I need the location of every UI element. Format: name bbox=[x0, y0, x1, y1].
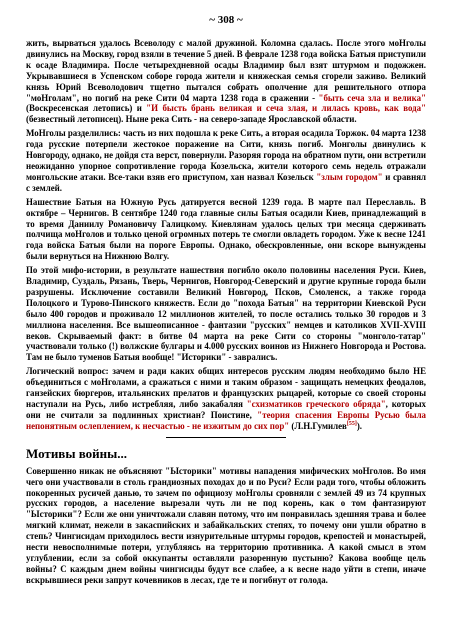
paragraph-motives: Совершенно никак не объясняют "Ысторики" мотивы нападения мифических моНголов. Во имя чего они участвовали в столь грандиозных походах до и по Руси? Если ради того, чтобы обложить покоренных русичей данью, то зачем по официозу моНголы сровняли с землей 49 из 74 крупных русских городов, а население вырезали чуть ли не под корень, как о том фантазируют "Ысторики"? Если же они уничтожали славян потому, что им понравилась здешняя трава и более мягкий климат, нежели в закаспийских и забайкальских степях, то почему они ушли обратно в степь? Чингисидам приходилось вести изнурительные штурмы городов, крепостей и монастырей, нести невосполнимые потери, углубляясь на территорию противника. А какой смысл в этом углублении, если за собой оккупанты оставляли разоренную пустыню? Какова вообще цель войны? С каждым днем войны чингисиды будут все слабее, а к весне надо уйти в степи, иначе вскрывшиеся реки запрут кочевников в лесах, где те и погибнут от голода. bbox=[26, 465, 426, 585]
quote-highlight: "злым городом" bbox=[316, 171, 383, 182]
body-text bbox=[26, 38, 426, 432]
paragraph bbox=[26, 128, 426, 193]
text-run: (безвестный летописец). Ныне река Сить - на северо-западе Ярославской области. bbox=[26, 114, 357, 125]
page-number: ~ 308 ~ bbox=[209, 14, 243, 26]
text-run: Логический вопрос: зачем и ради каких общих интересов русским людям необходимо было НЕ объединиться с моНголами, а сражаться с ними и таким образом - защищать немецких феодалов, ганзейских бюргеров, итальянских прелатов и французских рыцарей, которые со своей стороны наступали на Русь, либо истребляя, либо закабаляя bbox=[26, 366, 426, 409]
quote-highlight: [55] bbox=[346, 420, 357, 427]
text-run: МоНголы разделились: часть из них подошла к реке Сить, а вторая осадила Торжок. 04 марта 1238 года русские потерпели жестокое поражение на Сити, князь погиб. Монголы двинулись к Новгороду, однако, не дойдя ста верст, повернули. Разоряя города на обратном пути, они встретили неожиданно упорное сопротивление города Козельска, жители которого семь недель отражали монгольские атаки. Все-таки взяв его приступом, хан назвал Козельск bbox=[26, 128, 426, 182]
quote-highlight: "схизматиков греческого обряда" bbox=[246, 399, 386, 409]
text-run: и сравнял с землей. bbox=[26, 171, 426, 193]
text-run: (Воскресенская летопись) и bbox=[26, 103, 147, 114]
quote-highlight: "И бысть брань великая и сеча злая, и лилась кровь, как вода" bbox=[146, 103, 426, 114]
section-divider bbox=[166, 437, 286, 438]
text-run: (Л.Н.Гумилев bbox=[289, 420, 347, 431]
quote-highlight: "быть сеча зла и велика" bbox=[318, 92, 427, 103]
section-heading: Мотивы войны... bbox=[26, 445, 128, 461]
paragraph bbox=[26, 265, 426, 363]
quote-highlight: "теория спасения Европы Русью была непонятным ослеплением, к несчастью - не изжитым до сих пор" bbox=[26, 409, 426, 431]
text-run: По этой мифо-истории, в результате нашествия погибло около половины населения Руси. Киев, Владимир, Суздаль, Рязань, Тверь, Чернигов, Новгород-Северский и другие крупные города были разрушены. Исключение составили Великий Новгород, Псков, Смоленск, а также города Полоцкого и Турово-Пинского княжеств. Если до "похода Батыя" на территории Киевской Руси было 400 городов и проживало 12 миллионов жителей, то после остались только 30 городов и 3 миллиона населения. Все вышеописанное - фантазии "русских" немцев и католиков XVII-XVIII веков. Скрываемый факт: в битве 04 марта на реке Сити со стороны "монголо-татар" участвовали только (!) волжские булгары и 4.000 русских воинов из Нижнего Новгорода и Ростова. Там не было туменов Батыя вообще! "Историки" - завралисъ. bbox=[26, 265, 426, 363]
text-run: ). bbox=[356, 420, 363, 431]
text-run: , которых они не считали за подлинных христиан? Поистине, bbox=[26, 399, 426, 420]
paragraph bbox=[26, 38, 426, 125]
text-run: жить, вырваться удалось Всеволоду с малой дружиной. Коломна сдалась. После этого моНголы двинулись на Москву, город взяли в течение 5 дней. В феврале 1238 года войска Батыя приступили к осаде Владимира. После четырехдневной осады Владимир был взят штурмом и подожжен. Укрывавшиеся в Успенском соборе города жители и княжеская семья сгорели заживо. Великий князь Юрий Всеволодович тщетно пытался собрать ополчение для решительного отпора "моНголам", но погиб на реке Сити 04 марта 1238 года в сражении - bbox=[26, 38, 426, 103]
paragraph bbox=[26, 197, 426, 262]
paragraph bbox=[26, 366, 426, 431]
text-run: Нашествие Батыя на Южную Русь датируется весной 1239 года. В марте пал Переславль. В октябре – Чернигов. В сентябре 1240 года главные силы Батыя осадили Киев, принадлежащий в то время Даниилу Романовичу Галицкому. Киевлянам удалось целых три месяца сдерживать полчища моНголов и только ценой огромных потерь те смогли овладеть городом. Уже к весне 1241 года войска Батыя были на пороге Европы. Однако, обескровленные, они вскоре вынуждены были вернуться на Нижнюю Волгу. bbox=[26, 196, 426, 262]
